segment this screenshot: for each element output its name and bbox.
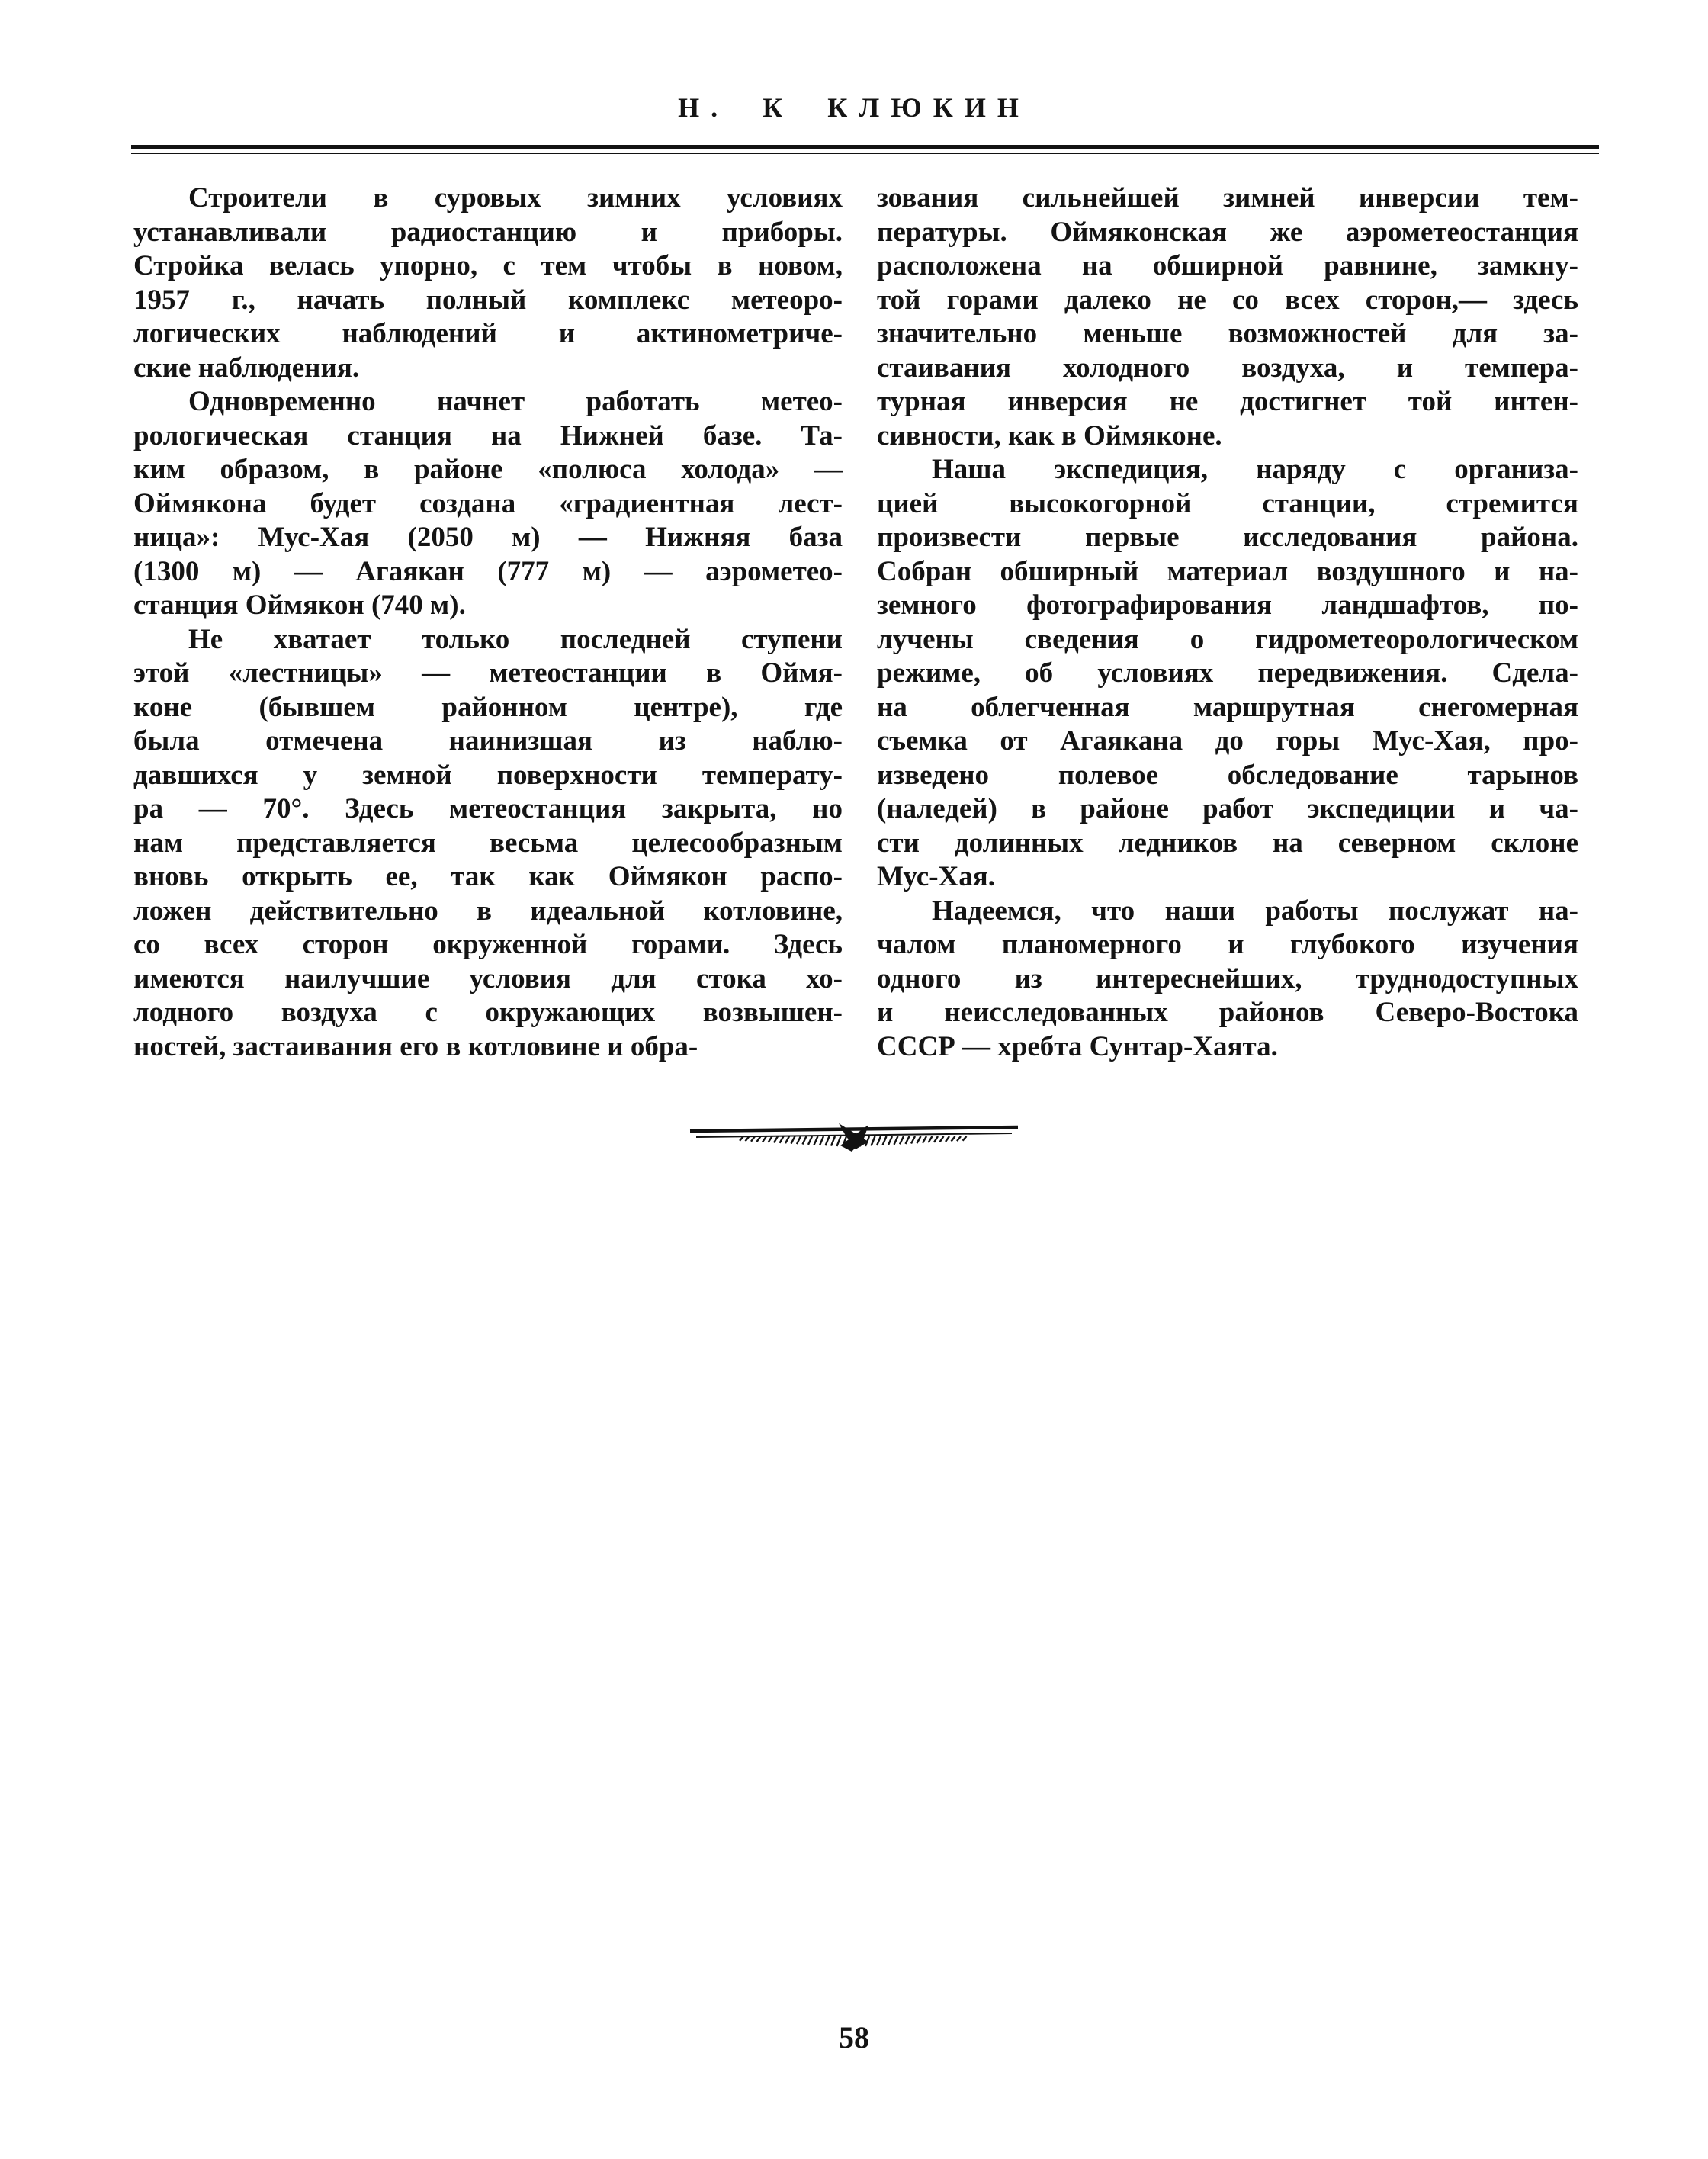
text-line: нам представляется весьма целесообразным [133,827,843,859]
text-line: значительно меньше возможностей для за- [877,318,1578,349]
paragraph [133,623,843,1065]
text-line: пературы. Оймяконская же аэрометеостанция [877,216,1578,248]
header-rule [131,145,1599,154]
text-line: 1957 г., начать полный комплекс метеоро- [133,284,843,316]
text-line: лодного воздуха с окружающих возвышен- [133,997,843,1028]
text-line: Не хватает только последней ступени [188,623,843,655]
text-line: земного фотографирования ландшафтов, по- [877,590,1578,621]
paragraph [133,182,843,385]
text-line: СССР — хребта Сунтар-Хаята. [877,1030,1278,1062]
text-line: Надеемся, что наши работы послужат на- [932,895,1578,927]
text-line: зования сильнейшей зимней инверсии тем- [877,182,1578,214]
text-line: была отмечена наинизшая из наблю- [133,725,843,757]
text-line: этой «лестницы» — метеостанции в Оймя- [133,657,843,689]
text-line: турная инверсия не достигнет той интен- [877,386,1578,417]
paragraph [877,453,1578,895]
text-line: со всех сторон окруженной горами. Здесь [133,929,843,960]
text-line: той горами далеко не со всех сторон,— здесь [877,284,1578,316]
paragraph [133,385,843,623]
text-line: рологическая станция на Нижней базе. Та- [133,419,843,451]
text-line: устанавливали радиостанцию и приборы. [133,216,843,248]
text-line: Мус-Хая. [877,861,996,892]
text-line: ким образом, в районе «полюса холода» — [133,454,843,485]
text-line: ница»: Мус-Хая (2050 м) — Нижняя база [133,522,843,553]
text-line: Стройка велась упорно, с тем чтобы в новом, [133,250,843,281]
text-line: и неисследованных районов Северо-Востока [877,997,1578,1028]
text-line: произвести первые исследования района. [877,522,1578,553]
text-line: Наша экспедиция, наряду с организа- [932,454,1578,485]
text-line: одного из интереснейших, труднодоступных [877,962,1578,994]
text-line: Собран обширный материал воздушного и на- [877,555,1578,587]
text-line: съемка от Агаякана до горы Мус-Хая, про- [877,725,1578,757]
text-line: Одновременно начнет работать метео- [188,386,843,417]
text-line: режиме, об условиях передвижения. Сдела- [877,657,1578,689]
text-line: ложен действительно в идеальной котловине, [133,895,843,927]
text-line: (наледей) в районе работ экспедиции и ча- [877,793,1578,824]
page-number: 58 [839,2020,869,2055]
author-name: Н. К КЛЮКИН [678,92,1030,123]
text-line: вновь открыть ее, так как Оймякон распо- [133,861,843,892]
text-line: логических наблюдений и актинометриче- [133,318,843,349]
text-line: стаивания холодного воздуха, и темпера- [877,352,1578,384]
text-line: изведено полевое обследование тарынов [877,759,1578,791]
text-line: на облегченная маршрутная снегомерная [877,691,1578,723]
paragraph [877,182,1578,453]
text-line: цией высокогорной станции, стремится [877,487,1578,519]
text-line: сивности, как в Оймяконе. [877,419,1222,451]
text-line: коне (бывшем районном центре), где [133,691,843,723]
left-column [133,182,843,1064]
right-column [877,182,1578,1064]
text-line: имеются наилучшие условия для стока хо- [133,962,843,994]
text-line: лучены сведения о гидрометеорологическом [877,623,1578,655]
text-line: расположена на обширной равнине, замкну- [877,250,1578,281]
text-line: Оймякона будет создана «градиентная лест- [133,487,843,519]
text-line: станция Оймякон (740 м). [133,590,466,621]
running-header [0,92,1708,124]
paragraph [877,895,1578,1065]
divider-ornament [689,1121,1019,1158]
engraved-rule-ornament-icon [689,1121,1019,1158]
text-line: давшихся у земной поверхности температу- [133,759,843,791]
text-line: Строители в суровых зимних условиях [188,182,843,214]
text-line: чалом планомерного и глубокого изучения [877,929,1578,960]
text-line: (1300 м) — Агаякан (777 м) — аэрометео- [133,555,843,587]
text-line: сти долинных ледников на северном склоне [877,827,1578,859]
text-line: ностей, застаивания его в котловине и обра- [133,1030,698,1062]
text-line: ские наблюдения. [133,352,360,384]
text-line: ра — 70°. Здесь метеостанция закрыта, но [133,793,843,824]
